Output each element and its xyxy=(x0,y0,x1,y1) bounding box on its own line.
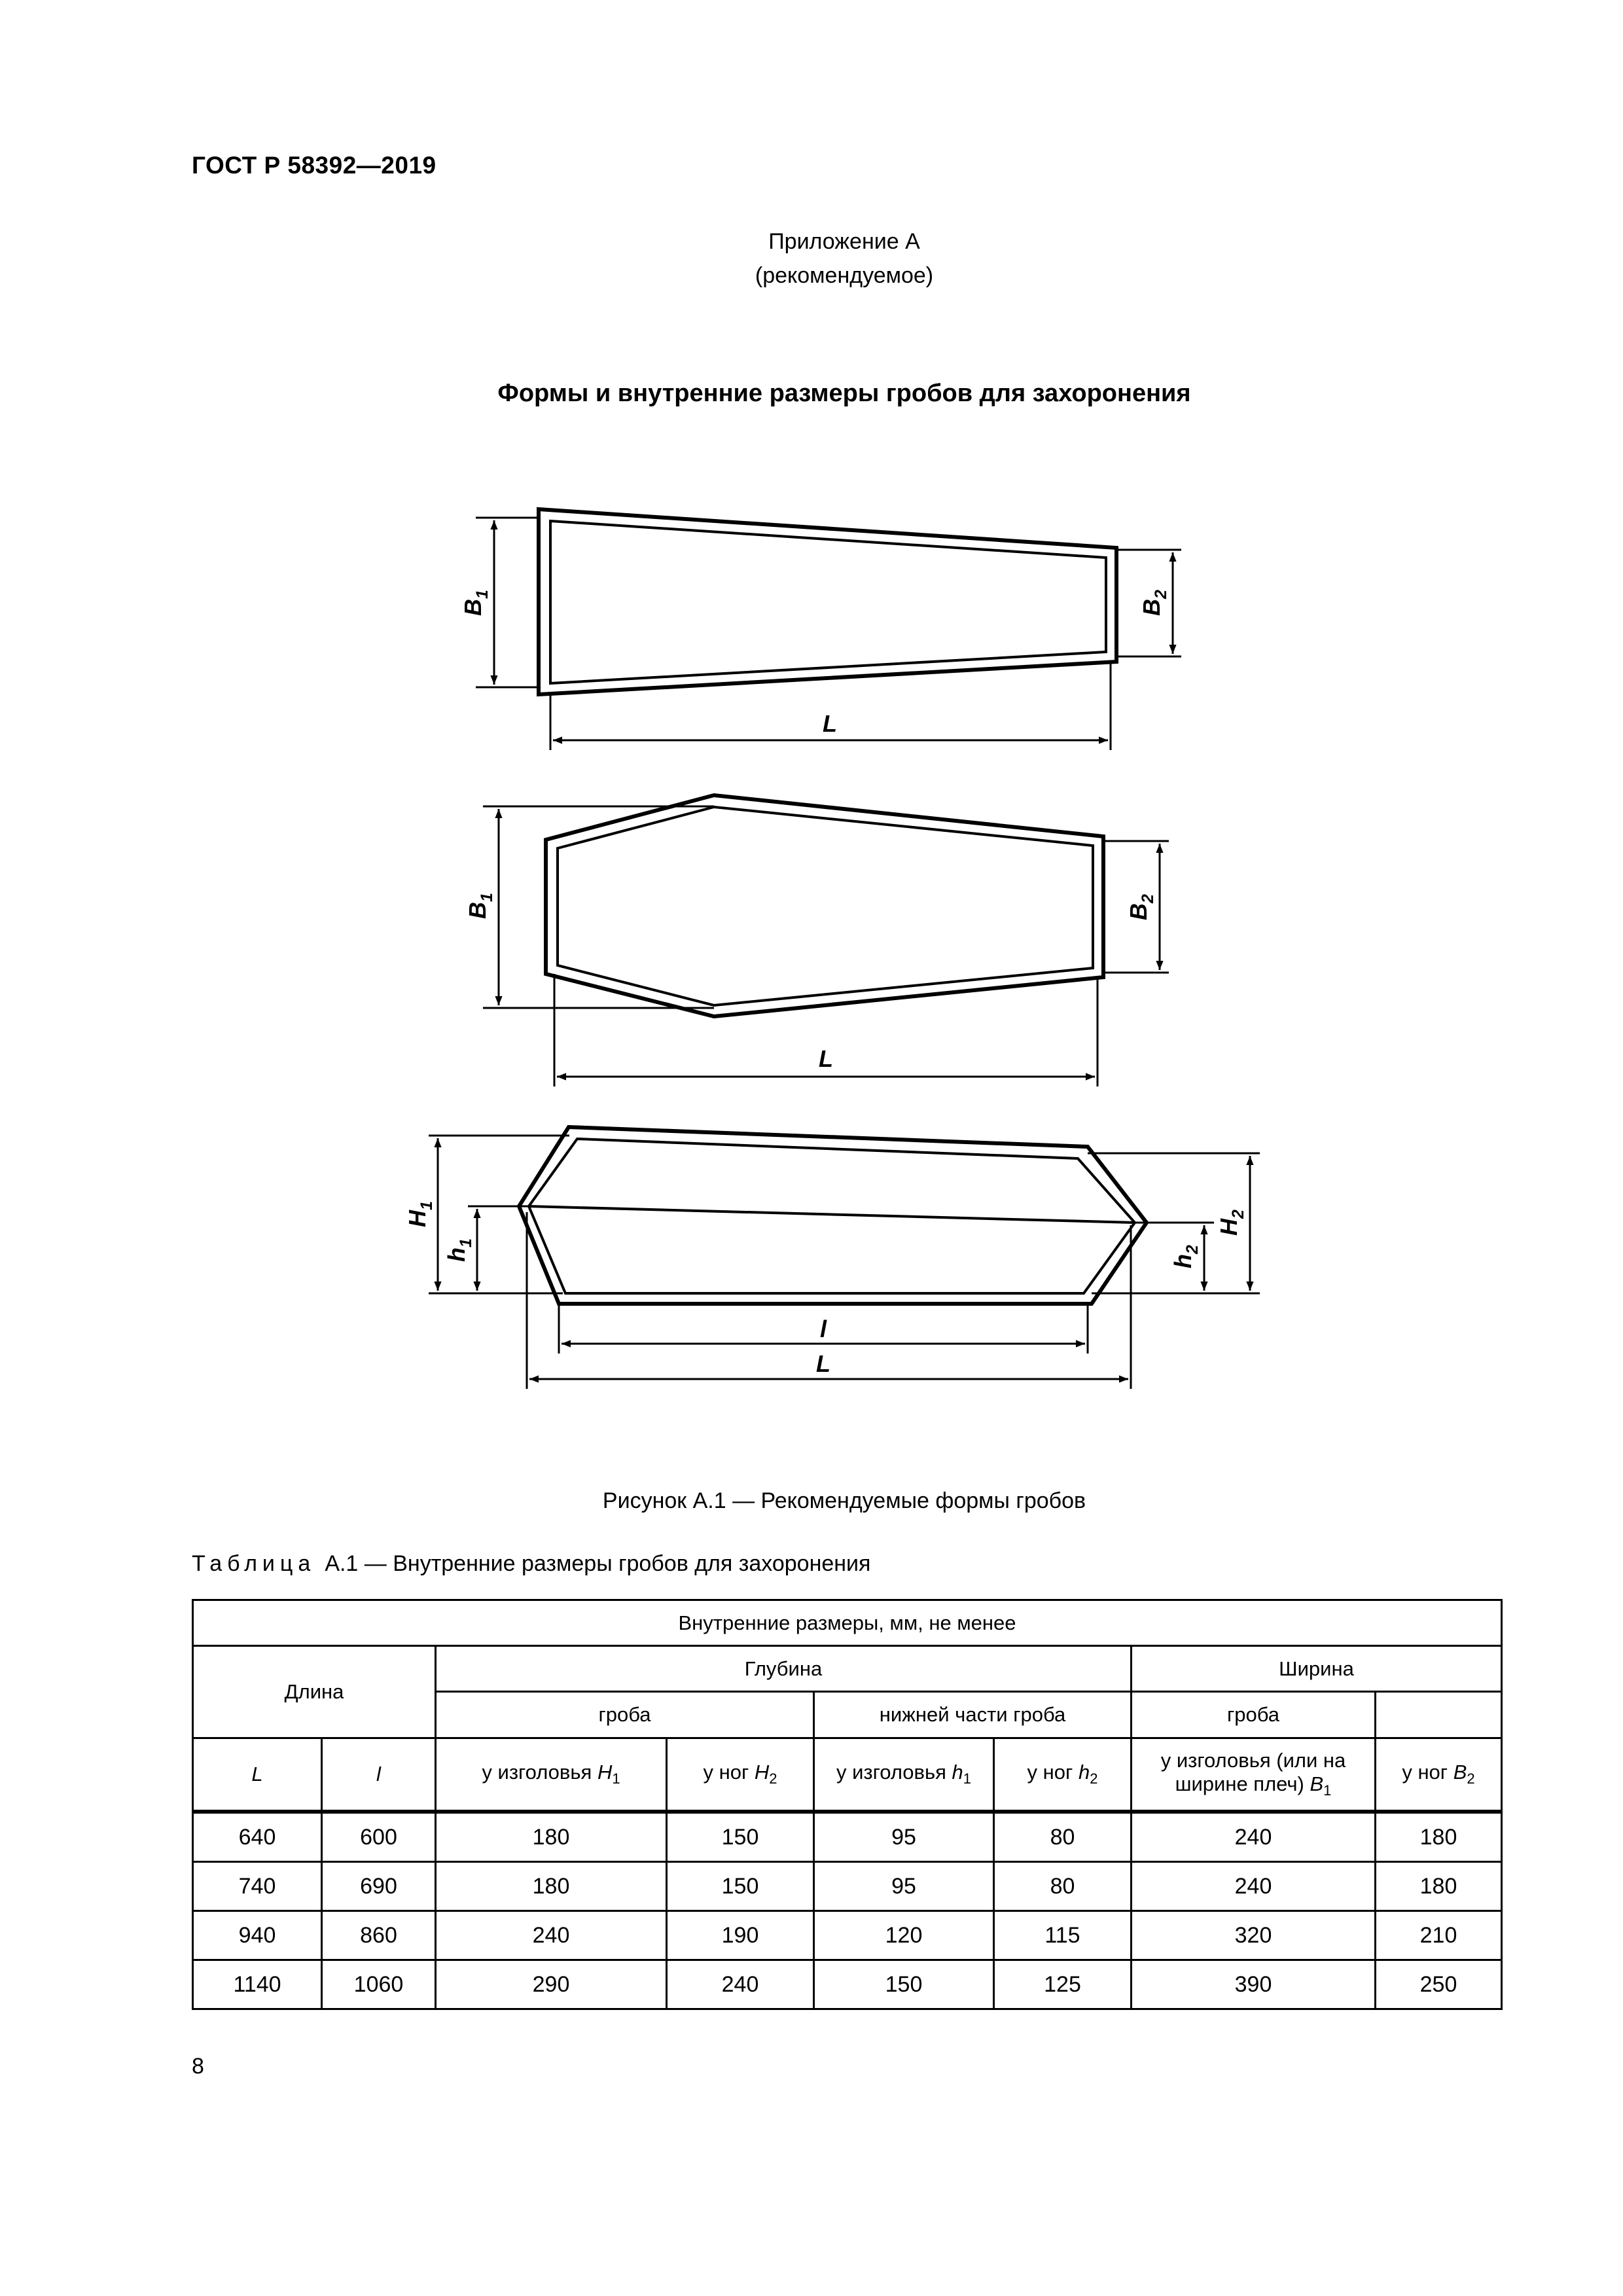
dimension-h1-lower-shape-3 xyxy=(468,1206,529,1291)
header-width-coffin: гроба xyxy=(1132,1692,1376,1738)
cell-L: 640 xyxy=(193,1812,322,1862)
section-title: Формы и внутренние размеры гробов для захоронения xyxy=(497,380,1191,407)
cell-h1: 120 xyxy=(814,1911,994,1960)
header-width-empty xyxy=(1376,1692,1502,1738)
cell-l: 860 xyxy=(322,1911,436,1960)
appendix-status: (рекомендуемое) xyxy=(755,263,934,288)
cell-h2: 125 xyxy=(994,1960,1132,2009)
header-depth-coffin: гроба xyxy=(436,1692,814,1738)
table-row xyxy=(193,1911,1502,1960)
cell-h2: 80 xyxy=(994,1862,1132,1911)
label-h2-shape-3: $H_2$ xyxy=(1215,1210,1247,1236)
coffin-shape-1-trapezoid xyxy=(539,509,1116,694)
cell-B1: 390 xyxy=(1132,1960,1376,2009)
coffin-dimensions-table xyxy=(192,1599,1503,2010)
cell-H2: 240 xyxy=(667,1960,814,2009)
header-length: Длина xyxy=(193,1646,436,1738)
label-l-outer-shape-3: L xyxy=(816,1350,830,1377)
cell-h1: 95 xyxy=(814,1862,994,1911)
figure-caption: Рисунок А.1 — Рекомендуемые формы гробов xyxy=(602,1488,1086,1513)
table-caption-text: А.1 — Внутренние размеры гробов для захоронения xyxy=(325,1551,871,1576)
label-l-inner-shape-3: l xyxy=(819,1316,827,1342)
label-h1-shape-3: $H_1$ xyxy=(404,1201,436,1227)
label-b2-shape-1: $B_2$ xyxy=(1138,590,1170,616)
cell-l: 600 xyxy=(322,1812,436,1862)
cell-B2: 210 xyxy=(1376,1911,1502,1960)
col-header-head-B1: у изголовья (или на ширине плеч) $B_1$ xyxy=(1132,1738,1376,1812)
header-width: Ширина xyxy=(1132,1646,1502,1692)
standard-id: ГОСТ Р 58392—2019 xyxy=(192,152,437,179)
cell-B2: 250 xyxy=(1376,1960,1502,2009)
col-header-head-h1: у изголовья $h_1$ xyxy=(814,1738,994,1812)
cell-B2: 180 xyxy=(1376,1862,1502,1911)
label-l-shape-1: L xyxy=(823,710,837,737)
cell-H1: 240 xyxy=(436,1911,667,1960)
cell-B2: 180 xyxy=(1376,1812,1502,1862)
col-header-L: L xyxy=(193,1738,322,1812)
cell-h1: 150 xyxy=(814,1960,994,2009)
table-caption xyxy=(192,1551,870,1577)
table-row xyxy=(193,1862,1502,1911)
col-header-foot-B2: у ног $B_2$ xyxy=(1376,1738,1502,1812)
cell-L: 740 xyxy=(193,1862,322,1911)
appendix-label: Приложение А xyxy=(768,229,920,254)
label-b1-shape-1: $B_1$ xyxy=(459,590,491,616)
cell-L: 1140 xyxy=(193,1960,322,2009)
cell-B1: 320 xyxy=(1132,1911,1376,1960)
cell-H2: 190 xyxy=(667,1911,814,1960)
table-row xyxy=(193,1960,1502,2009)
cell-L: 940 xyxy=(193,1911,322,1960)
cell-H2: 150 xyxy=(667,1862,814,1911)
label-h2-lower-shape-3: $h_2$ xyxy=(1169,1245,1202,1268)
cell-l: 1060 xyxy=(322,1960,436,2009)
coffin-shape-2-hexagon xyxy=(546,795,1103,1016)
label-l-shape-2: L xyxy=(819,1045,833,1072)
label-h1-lower-shape-3: $h_1$ xyxy=(443,1238,475,1262)
cell-h2: 80 xyxy=(994,1812,1132,1862)
cell-H1: 290 xyxy=(436,1960,667,2009)
cell-H2: 150 xyxy=(667,1812,814,1862)
cell-h2: 115 xyxy=(994,1911,1132,1960)
col-header-foot-H2: у ног $H_2$ xyxy=(667,1738,814,1812)
table-row xyxy=(193,1812,1502,1862)
cell-B1: 240 xyxy=(1132,1862,1376,1911)
page-number: 8 xyxy=(192,2054,204,2079)
header-depth: Глубина xyxy=(436,1646,1132,1692)
cell-H1: 180 xyxy=(436,1812,667,1862)
coffin-shape-3-side-view xyxy=(519,1127,1147,1304)
col-header-foot-h2: у ног $h_2$ xyxy=(994,1738,1132,1812)
col-header-l: l xyxy=(322,1738,436,1812)
header-depth-lower-part: нижней части гроба xyxy=(814,1692,1132,1738)
cell-l: 690 xyxy=(322,1862,436,1911)
label-b1-shape-2: $B_1$ xyxy=(464,893,496,919)
label-b2-shape-2: $B_2$ xyxy=(1125,894,1157,920)
cell-B1: 240 xyxy=(1132,1812,1376,1862)
table-caption-prefix: Таблица xyxy=(192,1551,316,1576)
col-header-head-H1: у изголовья $H_1$ xyxy=(436,1738,667,1812)
cell-H1: 180 xyxy=(436,1862,667,1911)
header-inner-dimensions: Внутренние размеры, мм, не менее xyxy=(193,1600,1502,1646)
cell-h1: 95 xyxy=(814,1812,994,1862)
